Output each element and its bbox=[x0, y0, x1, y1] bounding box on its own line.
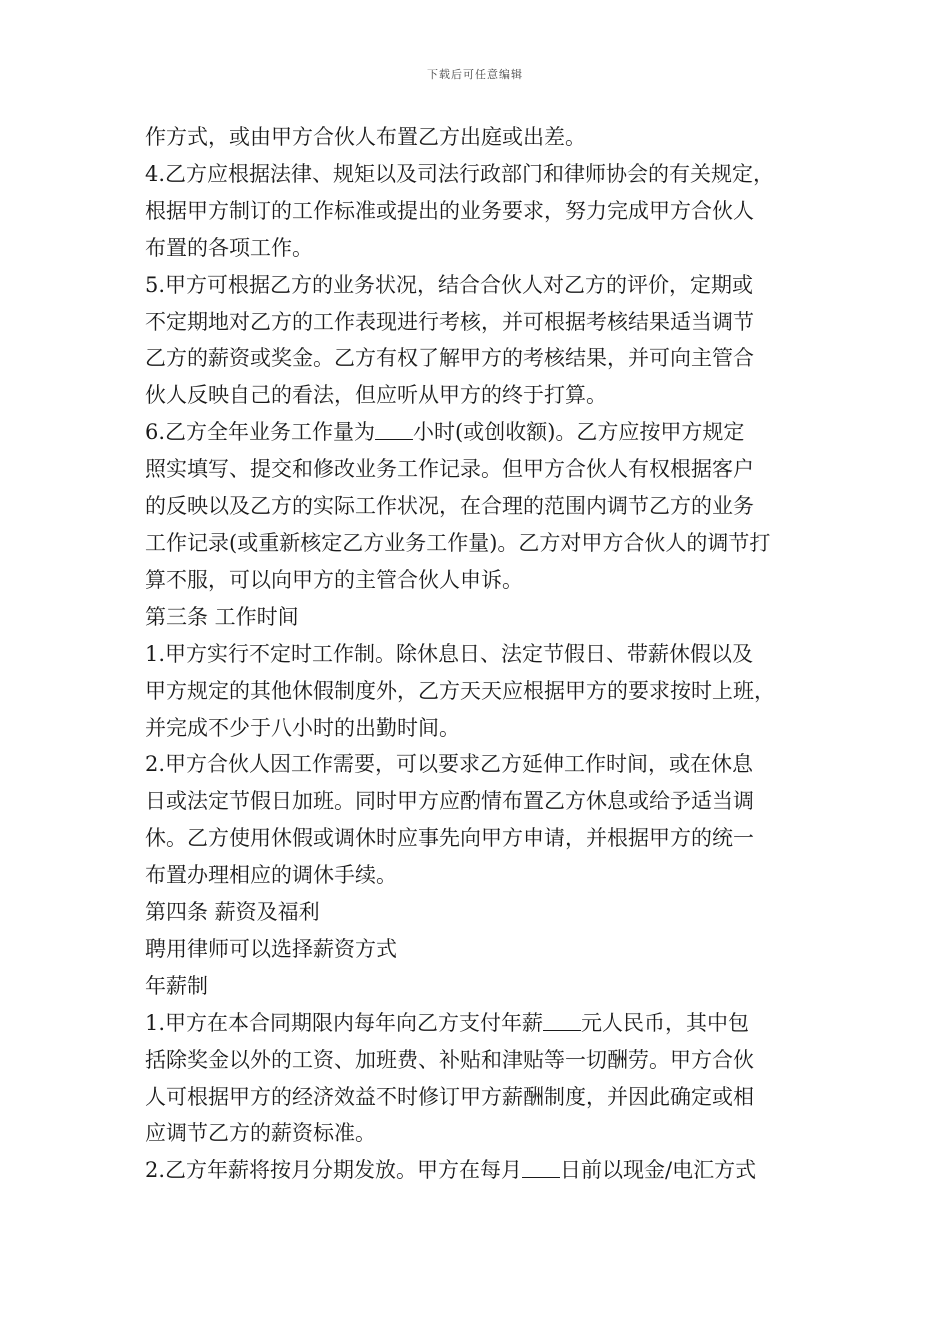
text-line-with-blank bbox=[145, 1152, 835, 1189]
text-line: 日或法定节假日加班。同时甲方应酌情布置乙方休息或给予适当调 bbox=[145, 789, 754, 814]
text-segment: 2.乙方年薪将按月分期发放。甲方在每月 bbox=[145, 1158, 523, 1183]
text-line: 人可根据甲方的经济效益不时修订甲方薪酬制度，并因此确定或相 bbox=[145, 1084, 754, 1109]
document-body bbox=[145, 119, 835, 1189]
section-heading: 第四条 薪资及福利 bbox=[145, 900, 320, 925]
text-line: 休。乙方使用休假或调休时应事先向甲方申请，并根据甲方的统一 bbox=[145, 826, 754, 851]
fill-blank bbox=[543, 1010, 581, 1031]
text-line: 的反映以及乙方的实际工作状况，在合理的范围内调节乙方的业务 bbox=[145, 494, 754, 519]
text-line: 作方式，或由甲方合伙人布置乙方出庭或出差。 bbox=[145, 125, 586, 149]
text-line: 聘用律师可以选择薪资方式 bbox=[145, 936, 397, 961]
text-line: 应调节乙方的薪资标准。 bbox=[145, 1121, 376, 1146]
text-line-with-blank bbox=[145, 1005, 835, 1042]
text-line: 工作记录(或重新核定乙方业务工作量)。乙方对甲方合伙人的调节打 bbox=[145, 530, 771, 555]
text-segment: 元人民币，其中包 bbox=[581, 1010, 750, 1035]
text-line: 照实填写、提交和修改业务工作记录。但甲方合伙人有权根据客户 bbox=[145, 457, 754, 482]
text-segment: 1.甲方在本合同期限内每年向乙方支付年薪 bbox=[145, 1010, 544, 1035]
text-line: 根据甲方制订的工作标准或提出的业务要求，努力完成甲方合伙人 bbox=[145, 198, 754, 223]
text-line: 布置的各项工作。 bbox=[145, 235, 313, 260]
text-line: 1.甲方实行不定时工作制。除休息日、法定节假日、带薪休假以及 bbox=[145, 641, 754, 666]
text-line: 布置办理相应的调休手续。 bbox=[145, 863, 397, 888]
text-line: 算不服，可以向甲方的主管合伙人申诉。 bbox=[145, 567, 523, 592]
text-line: 括除奖金以外的工资、加班费、补贴和津贴等一切酬劳。甲方合伙 bbox=[145, 1047, 754, 1072]
text-line: 5.甲方可根据乙方的业务状况，结合合伙人对乙方的评价，定期或 bbox=[145, 272, 754, 297]
text-line: 并完成不少于八小时的出勤时间。 bbox=[145, 715, 460, 740]
text-line: 不定期地对乙方的工作表现进行考核，并可根据考核结果适当调节 bbox=[145, 309, 754, 334]
text-line-with-blank bbox=[145, 414, 835, 451]
page-header: 下载后可任意编辑 bbox=[427, 68, 523, 81]
text-line: 年薪制 bbox=[145, 973, 208, 998]
section-heading: 第三条 工作时间 bbox=[145, 604, 299, 629]
text-line: 伙人反映自己的看法，但应听从甲方的终于打算。 bbox=[145, 383, 607, 408]
text-line: 乙方的薪资或奖金。乙方有权了解甲方的考核结果，并可向主管合 bbox=[145, 346, 754, 371]
text-line: 4.乙方应根据法律、规矩以及司法行政部门和律师协会的有关规定， bbox=[145, 161, 775, 186]
text-segment: 6.乙方全年业务工作量为 bbox=[145, 420, 376, 445]
text-line: 甲方规定的其他休假制度外，乙方天天应根据甲方的要求按时上班， bbox=[145, 678, 775, 703]
fill-blank bbox=[375, 419, 413, 440]
fill-blank bbox=[522, 1157, 560, 1178]
text-segment: 小时(或创收额)。乙方应按甲方规定 bbox=[413, 420, 745, 445]
text-line: 2.甲方合伙人因工作需要，可以要求乙方延伸工作时间，或在休息 bbox=[145, 752, 754, 777]
text-segment: 日前以现金/电汇方式 bbox=[560, 1158, 757, 1183]
